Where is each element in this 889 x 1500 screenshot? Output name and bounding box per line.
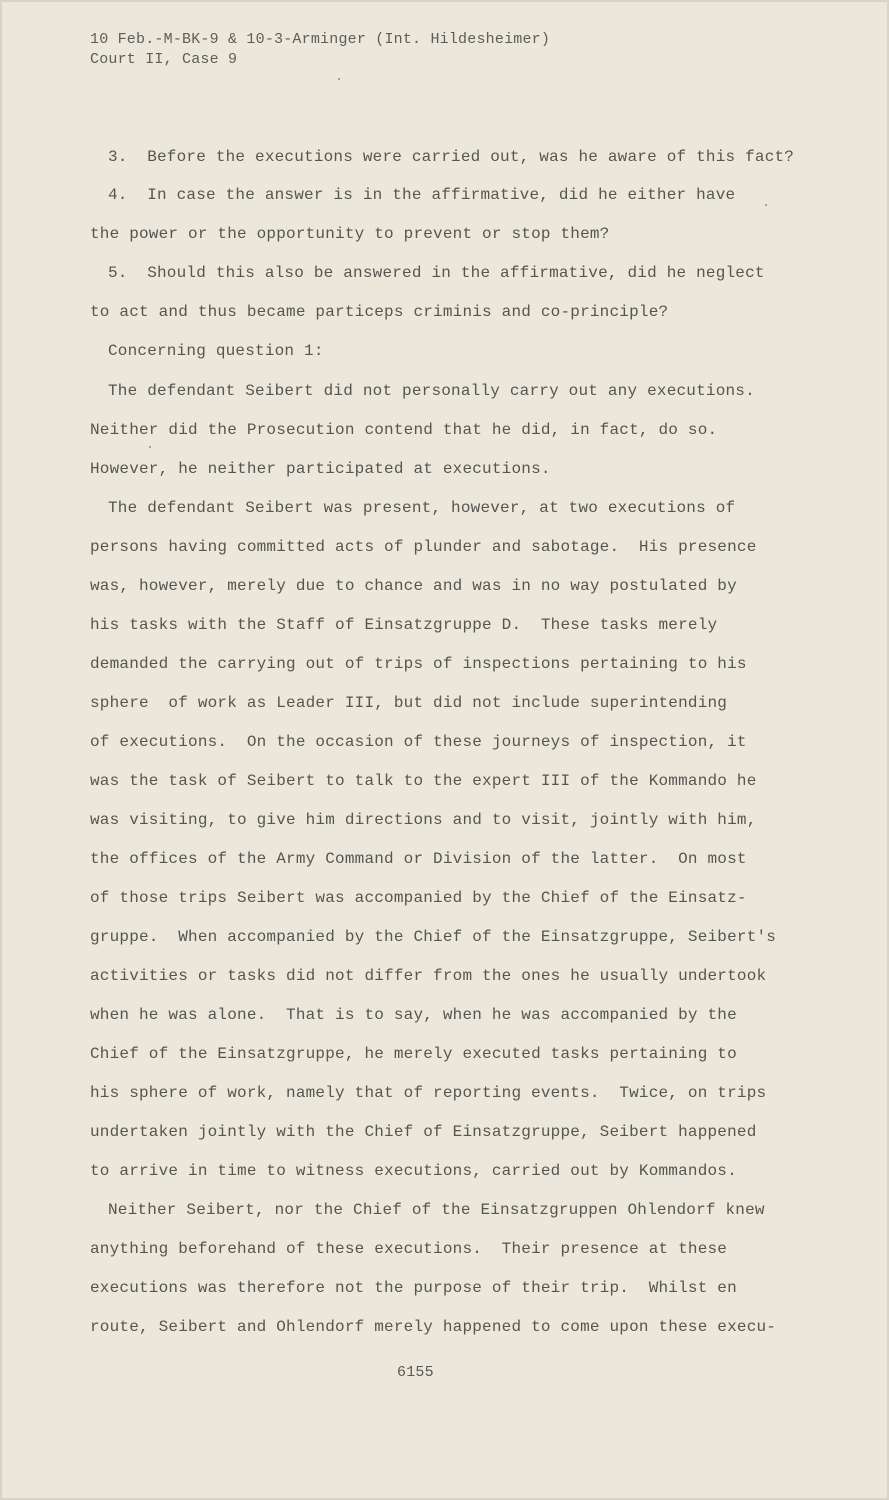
paragraph-1-line-2: Neither did the Prosecution contend that he did, in fact, do so.: [90, 421, 718, 439]
paragraph-2-line-6: sphere of work as Leader III, but did not include superintending: [90, 694, 728, 712]
paragraph-2-line-11: of those trips Seibert was accompanied by the Chief of the Einsatz-: [90, 889, 747, 907]
header-court-case: Court II, Case 9: [90, 51, 238, 68]
paragraph-2-line-17: undertaken jointly with the Chief of Einsatzgruppe, Seibert happened: [90, 1123, 757, 1141]
paragraph-2-line-3: was, however, merely due to chance and was in no way postulated by: [90, 577, 737, 595]
question-5-line-1: 5. Should this also be answered in the affirmative, did he neglect: [108, 264, 765, 282]
paragraph-2-line-7: of executions. On the occasion of these journeys of inspection, it: [90, 733, 747, 751]
paragraph-3-line-3: executions was therefore not the purpose of their trip. Whilst en: [90, 1279, 737, 1297]
question-4-line-1: 4. In case the answer is in the affirmative, did he either have: [108, 186, 736, 204]
question-4-line-2: the power or the opportunity to prevent or stop them?: [90, 225, 610, 243]
paper-speck: [149, 446, 151, 448]
paragraph-2-line-2: persons having committed acts of plunder and sabotage. His presence: [90, 538, 757, 556]
paragraph-2-line-9: was visiting, to give him directions and to visit, jointly with him,: [90, 811, 757, 829]
paragraph-2-line-4: his tasks with the Staff of Einsatzgruppe D. These tasks merely: [90, 616, 718, 634]
paper-speck: [338, 78, 340, 80]
question-5-line-2: to act and thus became particeps criminis and co-principle?: [90, 303, 669, 321]
paragraph-2-line-15: Chief of the Einsatzgruppe, he merely executed tasks pertaining to: [90, 1045, 737, 1063]
paragraph-2-line-8: was the task of Seibert to talk to the expert III of the Kommando he: [90, 772, 757, 790]
page-number: 6155: [397, 1364, 434, 1381]
paragraph-2-line-5: demanded the carrying out of trips of inspections pertaining to his: [90, 655, 747, 673]
paragraph-2-line-18: to arrive in time to witness executions, carried out by Kommandos.: [90, 1162, 737, 1180]
paragraph-2-line-10: the offices of the Army Command or Division of the latter. On most: [90, 850, 747, 868]
paragraph-2-line-14: when he was alone. That is to say, when he was accompanied by the: [90, 1006, 737, 1024]
paragraph-1-line-3: However, he neither participated at executions.: [90, 460, 551, 478]
paragraph-2-line-13: activities or tasks did not differ from the ones he usually undertook: [90, 967, 767, 985]
paragraph-2-line-16: his sphere of work, namely that of reporting events. Twice, on trips: [90, 1084, 767, 1102]
paragraph-3-line-1: Neither Seibert, nor the Chief of the Einsatzgruppen Ohlendorf knew: [108, 1201, 765, 1219]
paper-speck: [765, 204, 767, 206]
paragraph-1-line-1: The defendant Seibert did not personally carry out any executions.: [108, 382, 755, 400]
paragraph-2-line-12: gruppe. When accompanied by the Chief of the Einsatzgruppe, Seibert's: [90, 928, 777, 946]
paragraph-3-line-4: route, Seibert and Ohlendorf merely happened to come upon these execu-: [90, 1318, 777, 1336]
header-case-reference: 10 Feb.-M-BK-9 & 10-3-Arminger (Int. Hildesheimer): [90, 31, 551, 48]
paragraph-3-line-2: anything beforehand of these executions. Their presence at these: [90, 1240, 728, 1258]
section-heading-question-1: Concerning question 1:: [108, 342, 324, 360]
question-3: 3. Before the executions were carried out, was he aware of this fact?: [108, 148, 795, 166]
paragraph-2-line-1: The defendant Seibert was present, however, at two executions of: [108, 499, 736, 517]
